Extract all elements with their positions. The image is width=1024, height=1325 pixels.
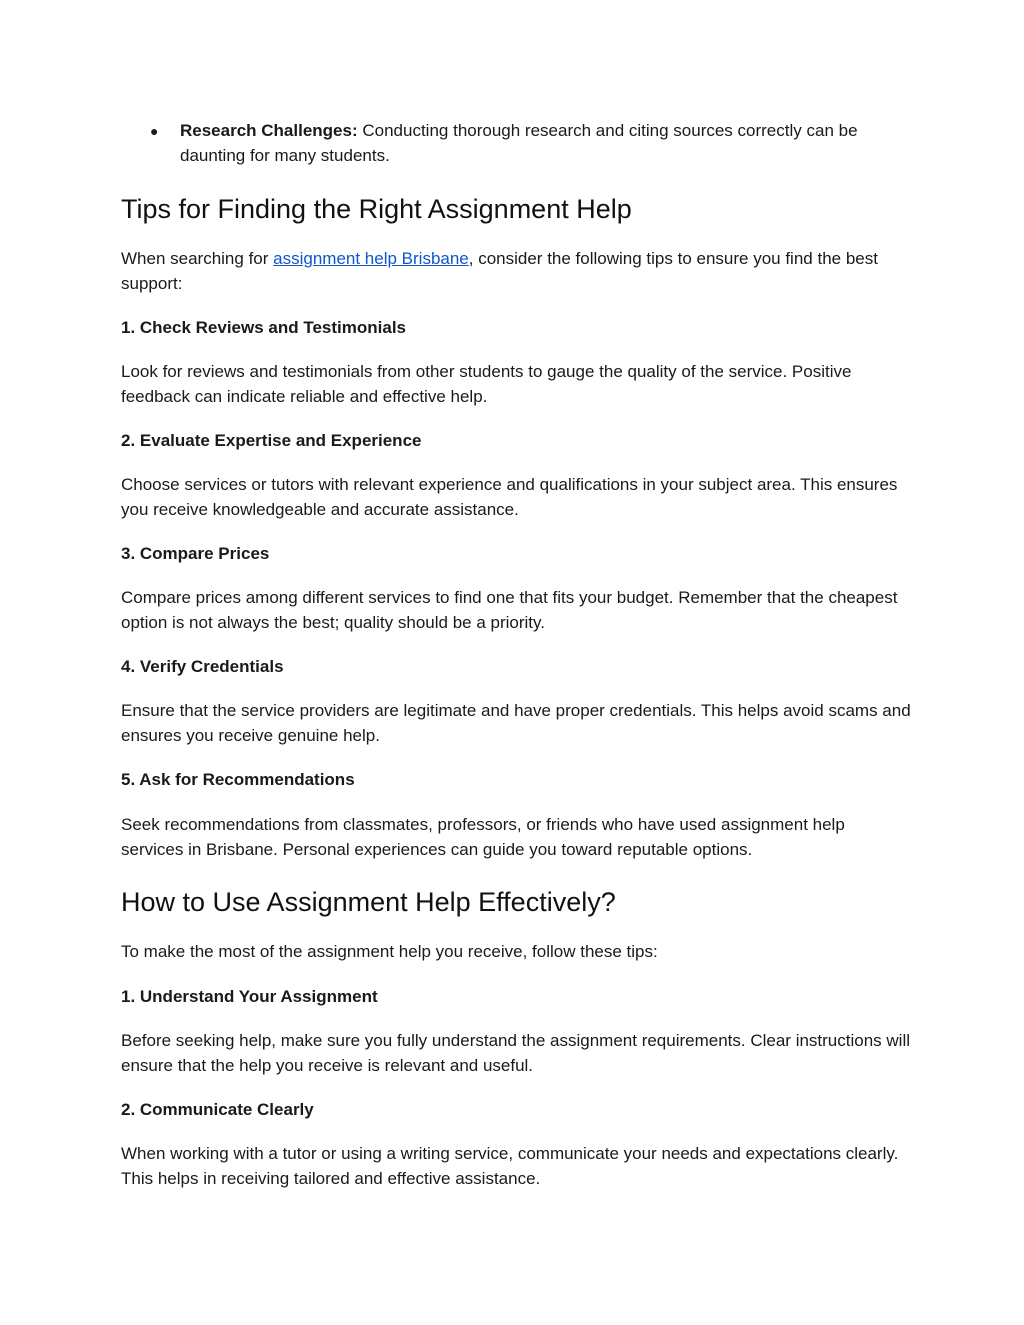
intro-text-before: When searching for <box>121 249 274 268</box>
bullet-description: Conducting thorough research and citing sources correctly can be daunting for many students. <box>180 121 858 165</box>
use-tip-body-1: Before seeking help, make sure you fully understand the assignment requirements. Clear instructions will ensure that the help you receive is relevant and useful. <box>121 1031 911 1075</box>
use-tip-title-2: 2. Communicate Clearly <box>121 1100 314 1119</box>
bullet-text <box>180 119 910 168</box>
bullet-icon: ● <box>150 123 159 139</box>
section-heading-how-to-use: How to Use Assignment Help Effectively? <box>121 887 616 917</box>
tip-title-2: 2. Evaluate Expertise and Experience <box>121 431 422 450</box>
use-tip-title-1: 1. Understand Your Assignment <box>121 987 378 1006</box>
bullet-item-research-challenges <box>150 119 910 168</box>
tip-title-4: 4. Verify Credentials <box>121 657 284 676</box>
bullet-term: Research Challenges: <box>180 121 358 140</box>
tip-title-3: 3. Compare Prices <box>121 544 270 563</box>
tip-body-3: Compare prices among different services to find one that fits your budget. Remember that the cheapest option is not always the best; quality should be a priority. <box>121 588 898 632</box>
section-intro-tips <box>121 247 911 296</box>
assignment-help-brisbane-link[interactable]: assignment help Brisbane <box>273 249 469 268</box>
tip-body-2: Choose services or tutors with relevant experience and qualifications in your subject area. This ensures you receive knowledgeable and accurate assistance. <box>121 475 898 519</box>
section-intro-how-to-use: To make the most of the assignment help you receive, follow these tips: <box>121 942 658 961</box>
intro-text-after: , consider the following tips to ensure you find the best support: <box>121 249 878 293</box>
tip-body-4: Ensure that the service providers are legitimate and have proper credentials. This helps avoid scams and ensures you receive genuine help. <box>121 701 911 745</box>
tip-body-5: Seek recommendations from classmates, professors, or friends who have used assignment help services in Brisbane. Personal experiences can guide you toward reputable options. <box>121 815 845 859</box>
section-heading-tips: Tips for Finding the Right Assignment Help <box>121 194 632 224</box>
tip-title-1: 1. Check Reviews and Testimonials <box>121 318 407 337</box>
tip-title-5: 5. Ask for Recommendations <box>121 770 355 789</box>
tip-body-1: Look for reviews and testimonials from other students to gauge the quality of the service. Positive feedback can indicate reliable and effective help. <box>121 362 852 406</box>
use-tip-body-2: When working with a tutor or using a writing service, communicate your needs and expectations clearly. This helps in receiving tailored and effective assistance. <box>121 1144 899 1188</box>
